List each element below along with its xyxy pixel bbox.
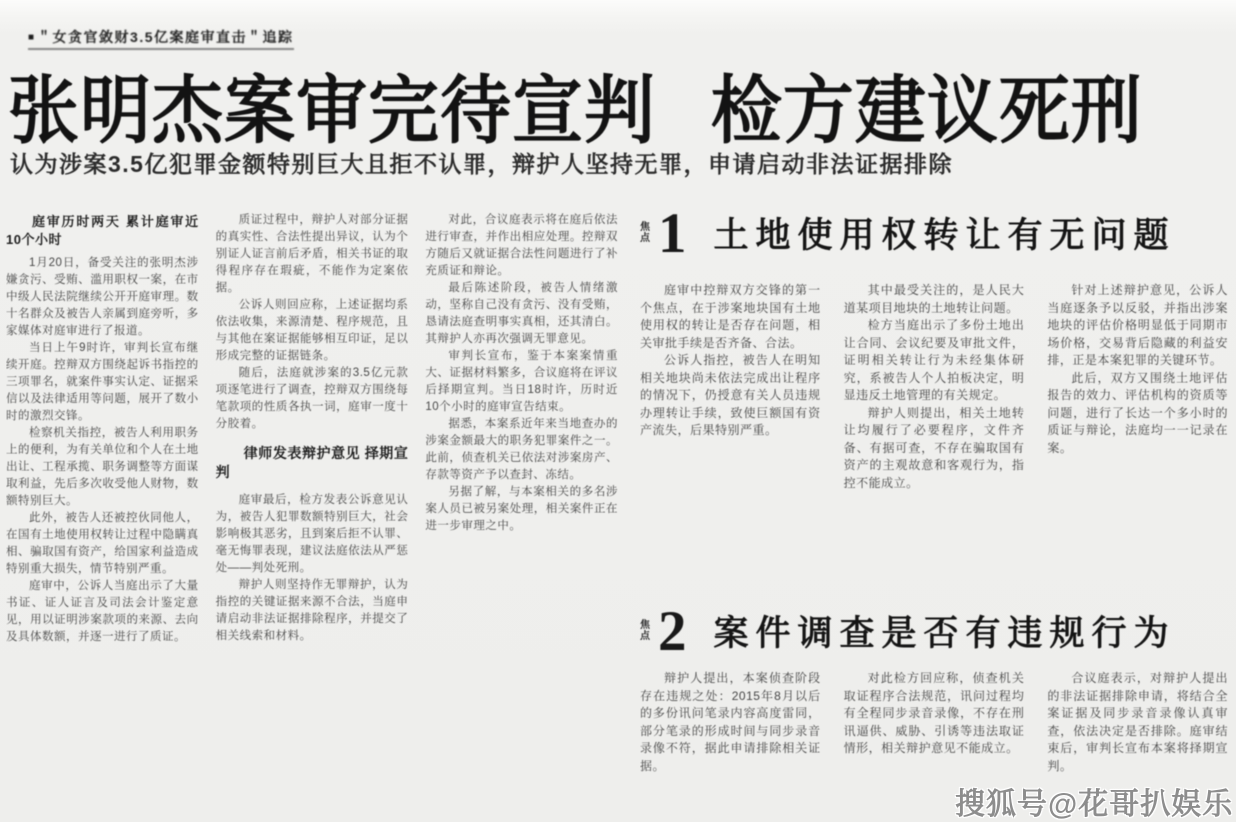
paragraph: 针对上述辩护意见，公诉人当庭逐条予以反驳，并指出涉案地块的评估价格明显低于同期市场价格，交易背后隐藏的利益安排，正是本案犯罪的关键环节。 <box>1047 283 1228 367</box>
focus-1-column-2 <box>844 282 1025 568</box>
paragraph: 庭审中，公诉人当庭出示了大量书证、证人证言及司法会计鉴定意见，用以证明涉案款项的来源、去向及具体数额，并逐一进行了质证。 <box>6 580 199 643</box>
focus-1-label: 焦点 <box>640 222 650 244</box>
focus-2-label: 焦点 <box>640 620 650 642</box>
article-column-3 <box>425 212 618 822</box>
paragraph: 1月20日，备受关注的张明杰涉嫌贪污、受贿、滥用职权一案，在市中级人民法院继续公开开庭审理。数十名群众及被告人亲属到庭旁听，多家媒体对庭审进行了报道。 <box>6 257 199 337</box>
focus-1-column-1 <box>640 282 821 568</box>
paragraph: 最后陈述阶段，被告人情绪激动，坚称自己没有贪污、没有受贿，恳请法庭查明事实真相，还其清白。其辩护人亦再次强调无罪意见。 <box>425 282 618 345</box>
article-body-columns <box>6 212 618 822</box>
paragraph: 对此检方回应称，侦查机关取证程序合法规范，讯问过程均有全程同步录音录像，不存在刑讯逼供、威胁、引诱等违法取证情形，相关辩护意见不能成立。 <box>843 671 1025 755</box>
kicker-text: ＂女贪官敛财3.5亿案庭审直击＂追踪 <box>37 29 294 45</box>
column-subheadline: 律师发表辩护意见 择期宣判 <box>215 445 409 480</box>
paragraph: 据悉，本案系近年来当地查办的涉案金额最大的职务犯罪案件之一。此前，侦查机关已依法对涉案房产、存款等资产予以查封、冻结。 <box>425 418 618 481</box>
focus-1-header <box>640 202 1176 264</box>
focus-2-title: 案件调查是否有违规行为 <box>713 614 1176 653</box>
focus-1-column-3 <box>1047 282 1228 568</box>
focus-1-number: 1 <box>658 201 687 265</box>
paragraph: 检方当庭出示了多份土地出让合同、会议纪要及审批文件，证明相关转让行为未经集体研究，系被告人个人拍板决定，明显违反土地管理的有关规定。 <box>843 318 1025 402</box>
paragraph: 辩护人则提出，相关土地转让均履行了必要程序，文件齐备、有据可查，不存在骗取国有资产的主观故意和客观行为，指控不能成立。 <box>843 405 1025 490</box>
article-column-1 <box>6 212 199 822</box>
column-lead-text: 庭审历时两天 累计庭审近10个小时 <box>6 214 199 247</box>
paragraph: 其中最受关注的，是人民大道某项目地块的土地转让问题。 <box>843 283 1025 315</box>
paragraph: 当日上午9时许，审判长宣布继续开庭。控辩双方围绕起诉书指控的三项罪名，就案件事实认定、证据采信以及法律适用等问题，展开了数小时的激烈交锋。 <box>6 342 199 422</box>
sub-headline: 认为涉案3.5亿犯罪金额特别巨大且拒不认罪，辩护人坚持无罪，申请启动非法证据排除 <box>10 151 953 177</box>
paragraph: 质证过程中，辩护人对部分证据的真实性、合法性提出异议，认为个别证人证言前后矛盾，相关书证的取得程序存在瑕疵，不能作为定案依据。 <box>215 214 409 294</box>
focus-1-columns <box>640 282 1228 568</box>
paragraph: 另据了解，与本案相关的多名涉案人员已被另案处理，相关案件正在进一步审理之中。 <box>425 486 618 532</box>
paragraph: 公诉人指控，被告人在明知相关地块尚未依法完成出让程序的情况下，仍授意有关人员违规办理转让手续，致使巨额国有资产流失，后果特别严重。 <box>640 353 821 437</box>
focus-2-number: 2 <box>658 599 687 663</box>
focus-region <box>640 200 1228 822</box>
paragraph: 对此，合议庭表示将在庭后依法进行审查，并作出相应处理。控辩双方随后又就证据合法性问题进行了补充质证和辩论。 <box>425 214 618 277</box>
paragraph: 庭审中控辩双方交锋的第一个焦点，在于涉案地块国有土地使用权的转让是否存在问题，相关审批手续是否齐备、合法。 <box>640 283 821 350</box>
focus-1-title: 土地使用权转让有无问题 <box>713 216 1176 255</box>
kicker-line <box>28 27 294 50</box>
paragraph: 辩护人则坚持作无罪辩护，认为指控的关键证据来源不合法，当庭申请启动非法证据排除程序，并提交了相关线索和材料。 <box>215 579 409 642</box>
column-3-paragraphs <box>425 212 618 535</box>
paragraph: 辩护人提出，本案侦查阶段存在违规之处：2015年8月以后的多份讯问笔录内容高度雷同，部分笔录的形成时间与同步录音录像不符，据此申请排除相关证据。 <box>640 671 821 773</box>
paragraph: 审判长宣布，鉴于本案案情重大、证据材料繁多，合议庭将在评议后择期宣判。当日18时许，历时近10个小时的庭审宣告结束。 <box>425 350 618 413</box>
sohu-watermark: 搜狐号@花哥扒娱乐 <box>955 788 1234 821</box>
paragraph: 随后，法庭就涉案的3.5亿元款项逐笔进行了调查，控辩双方围绕每笔款项的性质各执一词，庭审一度十分胶着。 <box>215 367 409 430</box>
paragraph: 合议庭表示，对辩护人提出的非法证据排除申请，将结合全案证据及同步录音录像认真审查，依法决定是否排除。庭审结束后，审判长宣布本案将择期宣判。 <box>1047 671 1228 773</box>
focus-2-header <box>640 600 1176 662</box>
article-column-2 <box>216 212 409 822</box>
paragraph: 庭审最后，检方发表公诉意见认为，被告人犯罪数额特别巨大，社会影响极其恶劣，且到案后拒不认罪、毫无悔罪表现，建议法庭依法从严惩处——判处死刑。 <box>215 494 409 574</box>
focus-2-column-1 <box>640 670 821 822</box>
column-2-paragraphs-top <box>216 212 409 433</box>
column-2-paragraphs-bottom <box>216 492 409 645</box>
paragraph: 公诉人则回应称，上述证据均系依法收集，来源清楚、程序规范，且与其他在案证据能够相互印证，足以形成完整的证据链条。 <box>215 299 409 362</box>
main-headline: 张明杰案审完待宣判 检方建议死刑 <box>8 71 1143 153</box>
paragraph: 此外，被告人还被控伙同他人，在国有土地使用权转让过程中隐瞒真相、骗取国有资产，给国家利益造成特别重大损失，情节特别严重。 <box>6 512 199 575</box>
square-bullet-icon: ■ <box>28 32 35 43</box>
paragraph: 此后，双方又围绕土地评估报告的效力、评估机构的资质等问题，进行了长达一个多小时的质证与辩论，法庭均一一记录在案。 <box>1047 370 1228 455</box>
paragraph: 检察机关指控，被告人利用职务上的便利，为有关单位和个人在土地出让、工程承揽、职务调整等方面谋取利益，先后多次收受他人财物，数额特别巨大。 <box>6 427 199 507</box>
column-1-paragraphs <box>6 255 199 646</box>
